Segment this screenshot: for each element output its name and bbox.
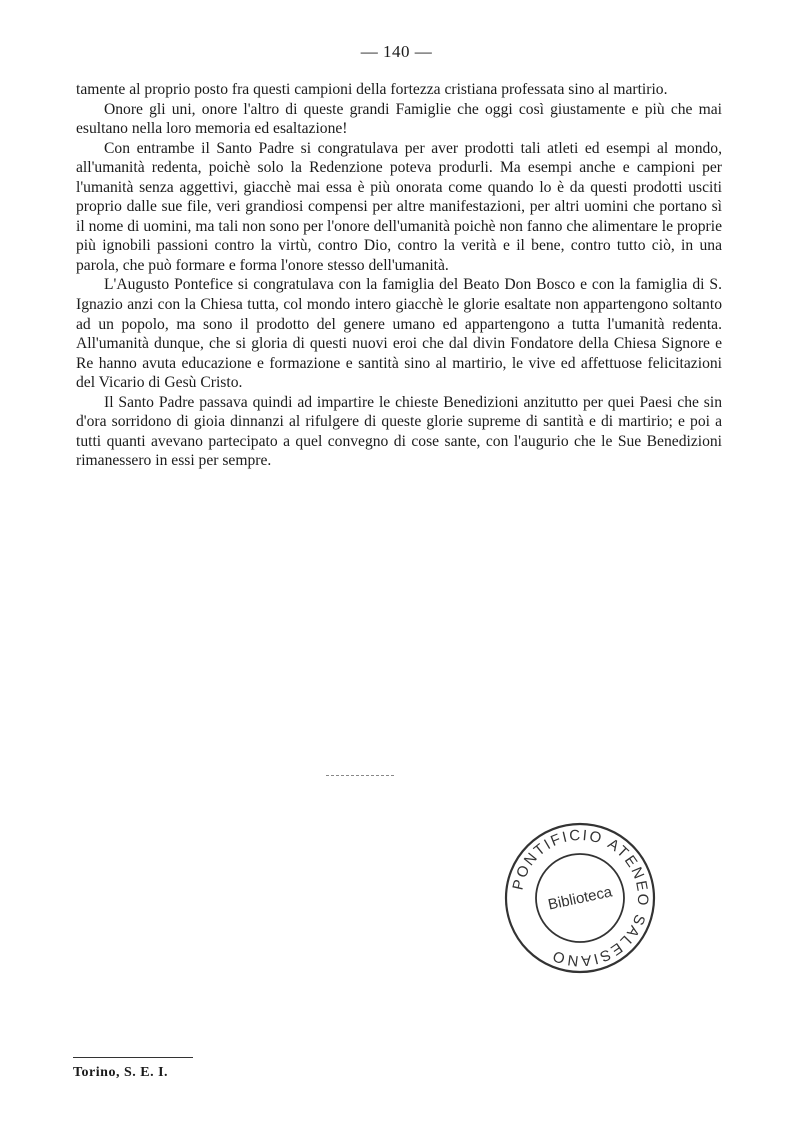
paragraph-2: Onore gli uni, onore l'altro di queste grandi Famiglie che oggi così giustamente e più che mai esultano nella loro memoria ed esaltazione! xyxy=(76,100,722,138)
paragraph-3: Con entrambe il Santo Padre si congratulava per aver prodotti tali atleti ed esempi al mondo, all'umanità redenta, poichè solo la Redenzione poteva produrli. Ma esempi anche e campioni per l'umanità senza aggettivi, giacchè mai essa è più onorata come quando lo è da questi prodotti usciti proprio dalle sue file, veri grandiosi compensi per altre manifestazioni, per altri uomini che portano sì il nome di uomini, ma tali non sono per l'onore dell'umanità poichè non fanno che alimentare le proprie più ignobili passioni contro la virtù, contro Dio, contro la verità e il bene, contro tutto ciò, in una parola, che può formare e forma l'onore stesso dell'umanità. xyxy=(76,139,722,274)
body-text xyxy=(76,80,722,471)
paragraph-4: L'Augusto Pontefice si congratulava con la famiglia del Beato Don Bosco e con la famiglia di S. Ignazio anzi con la Chiesa tutta, col mondo intero giacchè le glorie esaltate non appartengono soltanto ad un popolo, ma sono il prodotto del genere umano ed appartengono a tutta l'umanità redenta. All'umanità dunque, che si gloria di questi nuovi eroi che dal divin Fondatore della Chiesa Signore e Re hanno avuta educazione e formazione e santità sino al martirio, le vive ed affettuose felicitazioni del Vicario di Gesù Cristo. xyxy=(76,276,722,392)
paragraph-1: tamente al proprio posto fra questi campioni della fortezza cristiana professata sino al martirio. xyxy=(76,81,668,98)
stamp-center-text: Biblioteca xyxy=(546,883,614,914)
section-divider xyxy=(326,775,394,776)
printer-imprint: Torino, S. E. I. xyxy=(73,1065,169,1080)
stamp-ring-textpath: PONTIFICIO ATENEO SALESIANO xyxy=(509,826,652,970)
page-number: — 140 — xyxy=(360,42,433,61)
library-stamp xyxy=(500,818,660,978)
footer-rule xyxy=(73,1057,193,1058)
paragraph-5: Il Santo Padre passava quindi ad impartire le chieste Benedizioni anzitutto per quei Paesi che sin d'ora sorridono di gioia dinnanzi al rifulgere di queste glorie supreme di santità e di martirio; e poi a tutti quanti avevano partecipato a quel convegno di cose sante, con l'augurio che le Sue Benedizioni rimanessero in essi per sempre. xyxy=(76,393,722,470)
